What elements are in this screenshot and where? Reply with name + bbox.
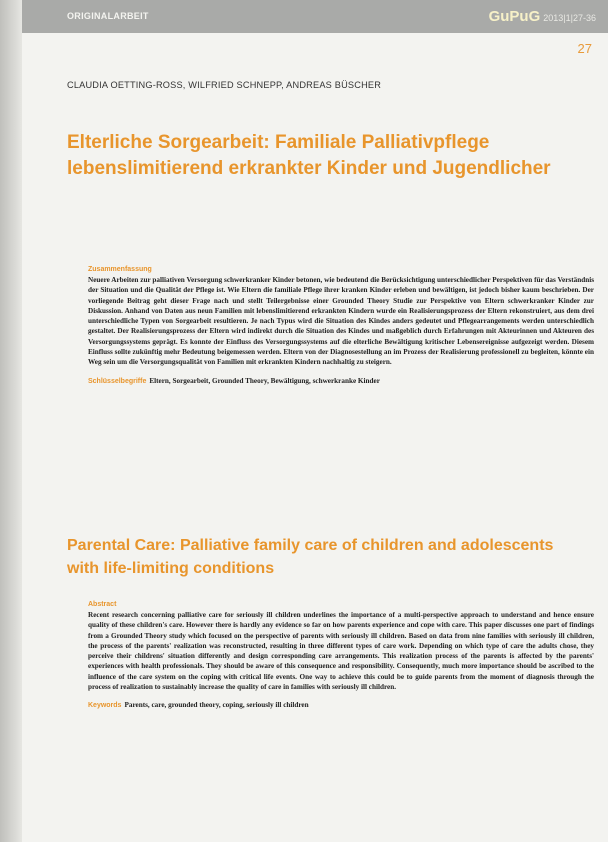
article-page — [22, 0, 608, 842]
german-abstract-label: Zusammenfassung — [88, 266, 152, 273]
journal-reference — [489, 8, 596, 26]
english-keywords — [88, 701, 594, 709]
journal-brand: GuPuG — [488, 8, 541, 25]
german-keywords — [88, 377, 594, 385]
english-abstract-text: Recent research concerning palliative care for seriously ill children underlines the importance of a multi-perspective approach to understand and hence ensure quality of these children's care. However there is hardly any evidence so far on how parents experience and cope with care. This paper discusses one part of findings from a Grounded Theory study which focused on the perspective of parents with seriously ill children. Based on data from nine families with seriously ill children, the process of the parents' realization was reconstructed, resulting in three different types of care work. Depending on which type of care the adults chose, they perceive their childrens' situation differently and design corresponding care arrangements. This realization process of the parents is affected by the parents' experiences with health professionals. They should be aware of this consequence and responsibility. Consequently, much more importance should be ascribed to the influence of the care system on the coping with critical life events. One way to achieve this could be to guide parents from the moment of diagnosis through the process of realization to sustainably increase the quality of care in families with seriously ill children. — [88, 611, 594, 692]
english-keywords-label: Keywords — [88, 702, 122, 710]
german-keywords-text: Eltern, Sorgearbeit, Grounded Theory, Bewältigung, schwerkranke Kinder — [149, 376, 380, 385]
german-abstract-text: Neuere Arbeiten zur palliativen Versorgung schwerkranker Kinder betonen, wie bedeutend die Berücksichtigung unterschiedlicher Perspektiven für das Verständnis der Situation und die Qualität der Pflege ist. Wie Eltern die familiale Pflege ihrer kranken Kinder erleben und bewältigen, ist jedoch bisher kaum beschrieben. Der vorliegende Beitrag geht dieser Frage nach und stellt Teilergebnisse einer Grounded Theory Studie zur Perspektive von Eltern schwerkranker Kinder zur Diskussion. Anhand von Daten aus neun Familien mit lebenslimitierend erkrankten Kindern wurde ein Realisierungsprozess der Eltern rekonstruiert, aus dem drei unterschiedliche Typen von Sorgearbeit resultieren. Je nach Typus wird die Situation des Kindes anders gedeutet und Pflegearrangements werden unterschiedlich gestaltet. Der Realisierungsprozess der Eltern wird indirekt durch die Situation des Kindes und maßgeblich durch Erfahrungen mit Akteurinnen und Akteuren des Versorgungssystems geprägt. Es konnte der Einfluss des Versorgungssystems auf die elterliche Bewältigung kritischer Lebensereignisse aufgezeigt werden. Diesem Einfluss sollte zukünftig mehr Bedeutung beigemessen werden. Eltern von der Diagnosestellung an im Prozess der Realisierung professionell zu begleiten, könnte ein Weg sein um die Versorgungsqualität von Familien mit erkrankten Kindern nachhaltig zu steigern. — [88, 276, 594, 367]
english-keywords-text: Parents, care, grounded theory, coping, seriously ill children — [124, 701, 309, 710]
section-label: ORIGINALARBEIT — [67, 11, 149, 21]
german-abstract-block — [88, 266, 594, 385]
german-title: Elterliche Sorgearbeit: Familiale Palliativpflege lebenslimitierend erkrankter Kinder und Jugendlicher — [67, 132, 551, 179]
page-number: 27 — [577, 41, 592, 56]
authors: CLAUDIA OETTING-ROSS, WILFRIED SCHNEPP, ANDREAS BÜSCHER — [67, 80, 382, 90]
german-keywords-label: Schlüsselbegriffe — [88, 377, 147, 385]
header-bar — [22, 0, 608, 33]
english-abstract-label: Abstract — [88, 601, 117, 608]
journal-issue: 2013|1|27-36 — [543, 13, 596, 23]
english-abstract-block — [88, 601, 594, 709]
english-title: Parental Care: Palliative family care of children and adolescents with life-limiting conditions — [67, 537, 554, 577]
page-binding-shadow — [0, 0, 22, 842]
